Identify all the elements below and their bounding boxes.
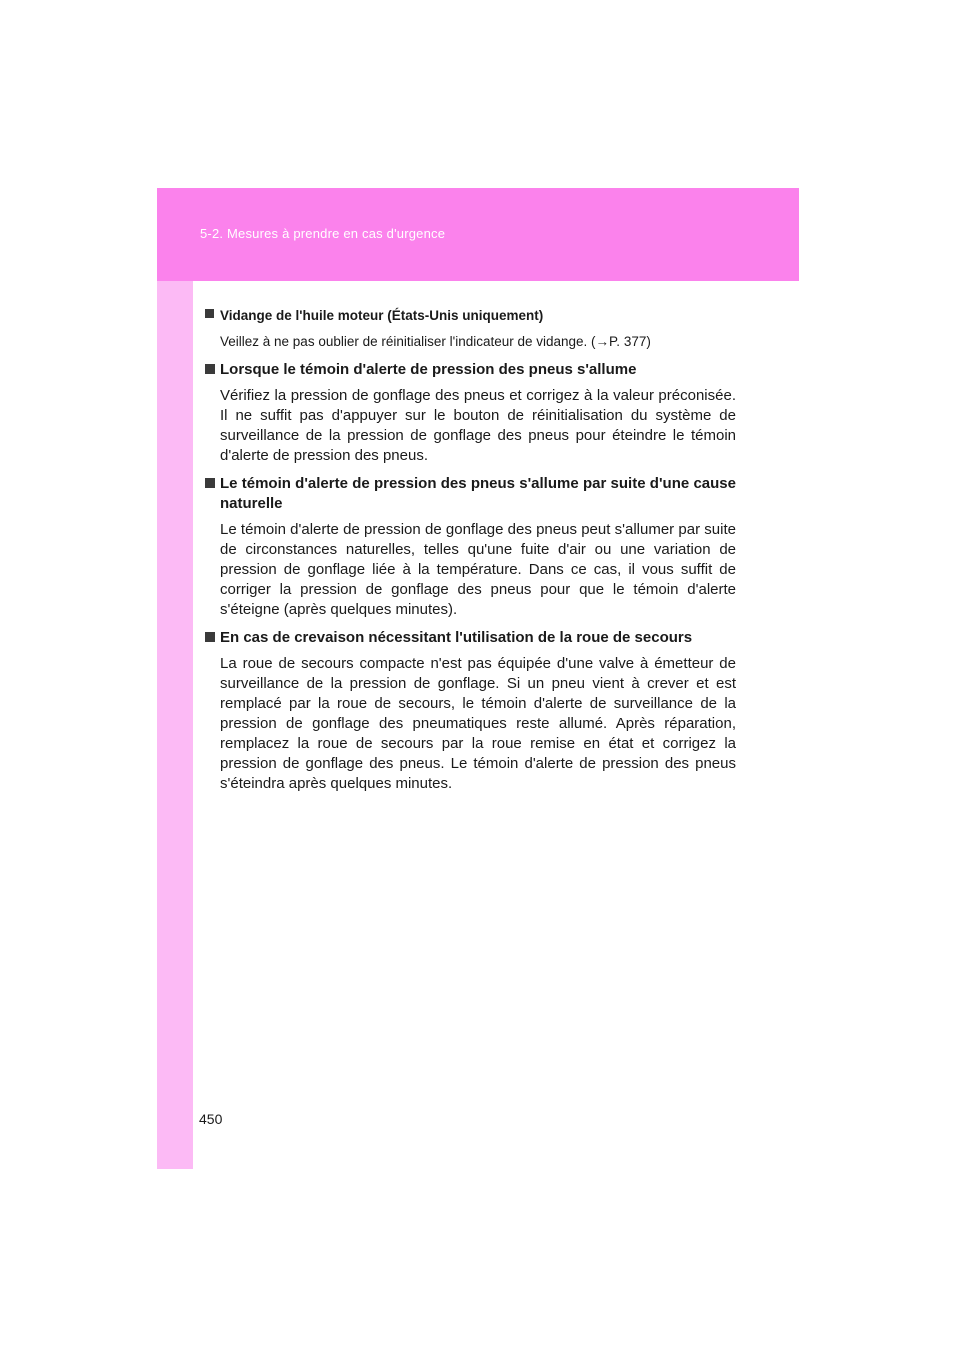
section-warning-light-on	[205, 360, 736, 466]
square-bullet-icon	[205, 364, 215, 374]
section-body: La roue de secours compacte n'est pas équipée d'une valve à émetteur de surveillance de la pression de gonflage. Si un pneu vient à crever et est remplacé par la roue de secours, le témoin d'alerte de surveillance de la pression de gonflage des pneumatiques reste allumé. Après réparation, remplacez la roue de secours par la roue remise en état et corrigez la pression de gonflage des pneus. Le témoin d'alerte de pression des pneus s'éteindra après quelques minutes.	[220, 655, 736, 792]
square-bullet-icon	[205, 478, 215, 488]
section-heading-text: Lorsque le témoin d'alerte de pression des pneus s'allume	[220, 361, 637, 378]
section-heading	[205, 474, 736, 514]
section-natural-cause	[205, 474, 736, 620]
section-spare-wheel	[205, 628, 736, 794]
square-bullet-icon	[205, 309, 214, 318]
section-heading	[205, 360, 736, 380]
section-heading-text: Vidange de l'huile moteur (États-Unis uniquement)	[220, 308, 544, 323]
section-heading-text: En cas de crevaison nécessitant l'utilisation de la roue de secours	[220, 629, 693, 646]
section-body: Le témoin d'alerte de pression de gonflage des pneus peut s'allumer par suite de circonstances naturelles, telles qu'une fuite d'air ou une variation de pression de gonflage liée à la température. Dans ce cas, il vous suffit de corriger la pression de gonflage des pneus pour que le témoin d'alerte s'éteigne (après quelques minutes).	[220, 521, 736, 618]
side-margin-strip	[157, 281, 193, 1169]
chapter-title: 5-2. Mesures à prendre en cas d'urgence	[200, 226, 446, 241]
square-bullet-icon	[205, 632, 215, 642]
section-body: Veillez à ne pas oublier de réinitialiser l'indicateur de vidange. (→P. 377)	[220, 334, 651, 349]
section-heading	[205, 306, 736, 326]
section-heading-text: Le témoin d'alerte de pression des pneus s'allume par suite d'une cause naturelle	[220, 475, 736, 512]
section-body: Vérifiez la pression de gonflage des pneus et corrigez à la valeur préconisée. Il ne suffit pas d'appuyer sur le bouton de réinitialisation du système de surveillance de la pression de gonflage des pneus pour éteindre le témoin d'alerte de pression des pneus.	[220, 387, 736, 464]
section-oil-change	[205, 306, 736, 352]
page-content	[205, 306, 736, 802]
page-number: 450	[199, 1111, 223, 1127]
section-heading	[205, 628, 736, 648]
